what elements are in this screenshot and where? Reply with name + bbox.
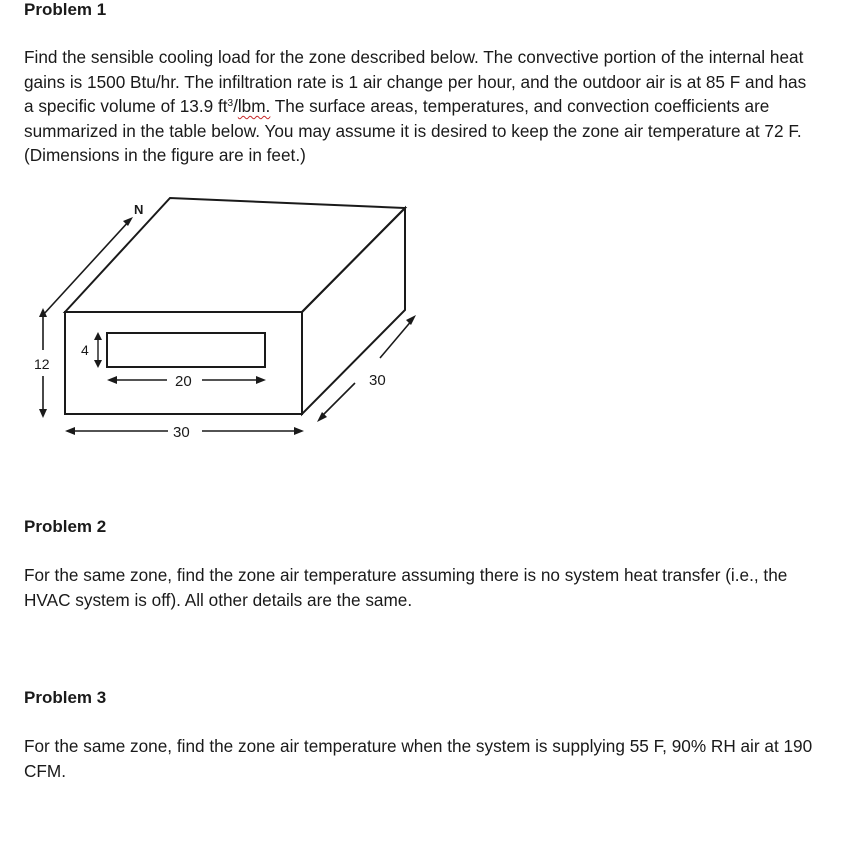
top-face [65, 198, 405, 312]
window-width-label: 20 [175, 373, 192, 390]
problem-2-statement: For the same zone, find the zone air temperature assuming there is no system heat transfer (i.e., the HVAC system is off). All other details are the same. [24, 565, 788, 610]
height-label: 12 [34, 356, 50, 372]
unit-superscript: 3 [227, 98, 234, 109]
problem-3-statement: For the same zone, find the zone air temperature when the system is supplying 55 F, 90% RH air at 190 CFM. [24, 736, 813, 781]
front-face [65, 312, 302, 414]
right-face [302, 208, 405, 414]
unit-slash: / [233, 96, 238, 116]
problem-1-text-start: Find the sensible cooling load for the zone described below. The convective portion of the internal heat gains is 1500 Btu/hr. The infiltration rate is 1 air change per hour, and the outdoor air is at 85 F and has a specific volume of 13.9 ft [24, 47, 807, 116]
depth-dimension [317, 315, 416, 422]
zone-box-figure [30, 190, 450, 450]
front-width-label: 30 [173, 424, 190, 441]
problem-1-title: Problem 1 [24, 0, 107, 19]
problem-3-title: Problem 3 [24, 688, 107, 707]
window-height-label: 4 [81, 342, 89, 358]
problem-1-text-end: The surface areas, temperatures, and convection coefficients are summarized in the table below. You may assume it is desired to keep the zone air temperature at 72 F. (Dimensions in the figure are in feet.) [24, 96, 802, 165]
problem-1-statement [24, 45, 814, 168]
depth-label: 30 [369, 372, 386, 389]
window [107, 333, 265, 367]
window-height-dimension [94, 332, 102, 368]
unit-denominator: lbm. [237, 96, 271, 116]
north-arrow [43, 217, 133, 315]
north-label: N [134, 202, 144, 217]
problem-2-title: Problem 2 [24, 517, 107, 536]
